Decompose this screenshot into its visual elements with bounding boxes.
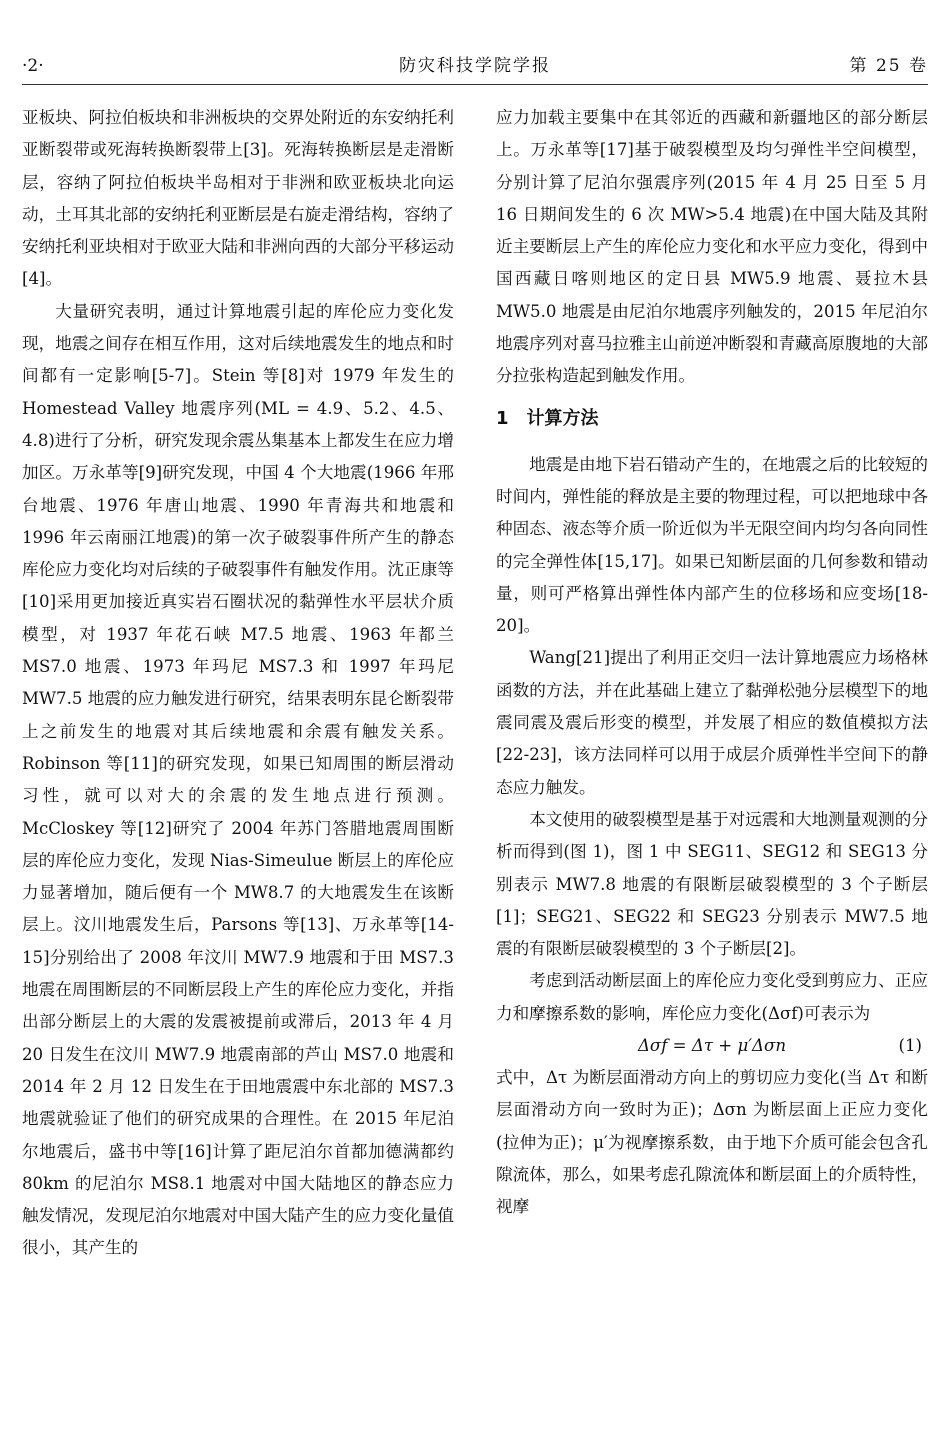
right-column — [496, 102, 928, 1224]
equation-number: (1) — [898, 1036, 922, 1056]
journal-title: 防灾科技学院学报 — [399, 56, 551, 76]
section-heading — [496, 403, 928, 435]
paragraph-coulomb-intro: 考虑到活动断层面上的库伦应力变化受到剪应力、正应力和摩擦系数的影响，库伦应力变化(Δσf)可表示为 — [496, 971, 928, 1023]
volume-number: 第 25 卷 — [849, 56, 928, 76]
paragraph-continued: 亚板块、阿拉伯板块和非洲板块的交界处附近的东安纳托利亚断裂带或死海转换断裂带上[3]。死海转换断层是走滑断层，容纳了阿拉伯板块半岛相对于非洲和欧亚板块北向运动，土耳其北部的安纳托利亚断层是右旋走滑结构，容纳了安纳托利亚块相对于欧亚大陆和非洲向西的大部分平移运动[4]。 — [22, 108, 454, 289]
section-title: 计算方法 — [526, 407, 599, 429]
running-header — [22, 48, 928, 85]
equation-body: Δσf = Δτ + μ′Δσn — [637, 1036, 787, 1056]
paragraph-rupture-model: 本文使用的破裂模型是基于对远震和大地测量观测的分析而得到(图 1)，图 1 中 SEG11、SEG12 和 SEG13 分别表示 MW7.8 地震的有限断层破裂模型的 3 个子断层[1]；SEG21、SEG22 和 SEG23 分别表示 MW7.5 地震的有限断层破裂模型的 3 个子断层[2]。 — [496, 809, 928, 959]
paragraph-equation-explanation: 式中，Δτ 为断层面滑动方向上的剪切应力变化(当 Δτ 和断层面滑动方向一致时为正)；Δσn 为断层面上正应力变化(拉伸为正)；μ′为视摩擦系数，由于地下介质可能会包含孔隙流体，那么，如果考虑孔隙流体和断层面上的介质特性，视摩 — [496, 1068, 928, 1217]
equation-1 — [496, 1030, 928, 1062]
page-number: ·2· — [22, 56, 44, 76]
paragraph-literature-review: 大量研究表明，通过计算地震引起的库伦应力变化发现，地震之间存在相互作用，这对后续地震发生的地点和时间都有一定影响[5-7]。Stein 等[8]对 1979 年发生的 Homestead Valley 地震序列(ML = 4.9、5.2、4.5、4.8)进行了分析，研究发现余震丛集基本上都发生在应力增加区。万永革等[9]研究发现，中国 4 个大地震(1966 年邢台地震、1976 年唐山地震、1990 年青海共和地震和 1996 年云南丽江地震)的第一次子破裂事件所产生的静态库伦应力变化均对后续的子破裂事件有触发作用。沈正康等[10]采用更加接近真实岩石圈状况的黏弹性水平层状介质模型，对 1937 年花石峡 M7.5 地震、1963 年都兰 MS7.0 地震、1973 年玛尼 MS7.3 和 1997 年玛尼 MW7.5 地震的应力触发进行研究，结果表明东昆仑断裂带上之前发生的地震对其后续地震和余震有触发关系。Robinson 等[11]的研究发现，如果已知周围的断层滑动习性，就可以对大的余震的发生地点进行预测。McCloskey 等[12]研究了 2004 年苏门答腊地震周围断层的库伦应力变化，发现 Nias-Simeulue 断层上的库伦应力显著增加，随后便有一个 MW8.7 的大地震发生在该断层上。汶川地震发生后，Parsons 等[13]、万永革等[14-15]分别给出了 2008 年汶川 MW7.9 地震和于田 MS7.3 地震在周围断层的不同断层段上产生的库伦应力变化，并指出部分断层上的大震的发震被提前或滞后，2013 年 4 月 20 日发生在汶川 MW7.9 地震南部的芦山 MS7.0 地震和 2014 年 2 月 12 日发生在于田地震震中东北部的 MS7.3 地震就验证了他们的研究成果的合理性。在 2015 年尼泊尔地震后，盛书中等[16]计算了距尼泊尔首都加德满都约 80km 的尼泊尔 MS8.1 地震对中国大陆地区的静态应力触发情况，发现尼泊尔地震对中国大陆产生的应力变化量值很小，其产生的 — [22, 301, 454, 1258]
paragraph-continued-right: 应力加载主要集中在其邻近的西藏和新疆地区的部分断层上。万永革等[17]基于破裂模型及均匀弹性半空间模型，分别计算了尼泊尔强震序列(2015 年 4 月 25 日至 5 月 16 日期间发生的 6 次 MW>5.4 地震)在中国大陆及其附近主要断层上产生的库伦应力变化和水平应力变化，得到中国西藏日喀则地区的定日县 MW5.9 地震、聂拉木县 MW5.0 地震是由尼泊尔地震序列触发的，2015 年尼泊尔地震序列对喜马拉雅主山前逆冲断裂和青藏高原腹地的大部分拉张构造起到触发作用。 — [496, 108, 928, 386]
left-column — [22, 102, 454, 1265]
paragraph-wang-method: Wang[21]提出了利用正交归一法计算地震应力场格林函数的方法，并在此基础上建立了黏弹松弛分层模型下的地震同震及震后形变的模型，并发展了相应的数值模拟方法[22-23]，该方法同样可以用于成层介质弹性半空间下的静态应力触发。 — [496, 648, 928, 797]
paragraph-elastic-model: 地震是由地下岩石错动产生的，在地震之后的比较短的时间内，弹性能的释放是主要的物理过程，可以把地球中各种固态、液态等介质一阶近似为半无限空间内均匀各向同性的完全弹性体[15,17]。如果已知断层面的几何参数和错动量，则可严格算出弹性体内部产生的位移场和应变场[18-20]。 — [496, 454, 928, 636]
section-number: 1 — [496, 407, 509, 429]
